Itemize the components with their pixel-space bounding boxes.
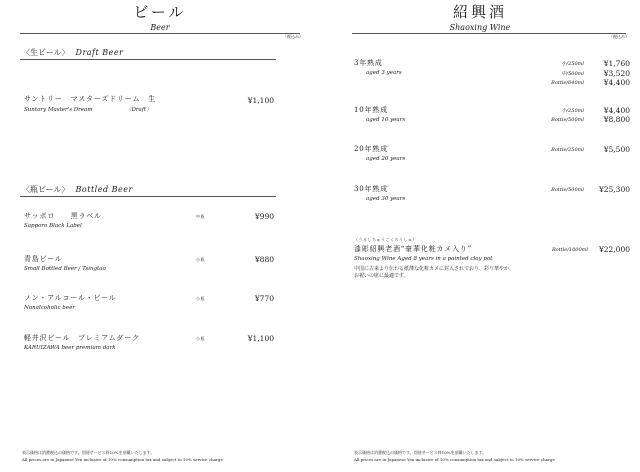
item-ruby: （うるしちゅうごくろうしゅ） <box>354 237 417 242</box>
draft-section-rule <box>20 59 276 60</box>
footer-en: All prices are in Japanese Yen inclusive of 10% consumption tax and subject to 10% service charge <box>22 457 223 462</box>
item-size: 小瓶 <box>196 257 205 262</box>
item-price: ¥25,300 <box>598 185 630 194</box>
item-price: ¥1,760 <box>603 59 630 68</box>
footer-jp: 表示価格は消費税込の価格です。別途サービス料10%を頂戴いたします。 <box>22 450 155 455</box>
item-name-jp: 20年熟成 <box>354 145 388 153</box>
shaoxing-subtitle: Shaoxing Wine <box>449 23 511 32</box>
item-price: ¥22,000 <box>598 245 630 254</box>
item-name-en: aged 10 years <box>366 117 406 123</box>
item-price: ¥770 <box>254 294 274 303</box>
item-name-jp: 30年熟成 <box>354 185 388 193</box>
shaoxing-page <box>320 0 640 472</box>
item-name-en: aged 30 years <box>366 196 406 202</box>
item-size: 小瓶 <box>196 296 205 301</box>
item-size: 小/250ml <box>561 108 584 114</box>
item-name-jp: 3年熟成 <box>354 59 383 67</box>
item-name-jp: サッポロ 黒ラベル <box>24 212 102 220</box>
item-name-en: KARUIZAWA beer premium dark <box>24 345 116 351</box>
item-size: 中瓶 <box>196 214 205 219</box>
item-name-en: Shaoxing Wine Aged 8 years in a painted clay pot <box>354 256 493 262</box>
item-name-jp: 青島ビール <box>24 255 63 263</box>
tax-note: （税込み） <box>283 34 303 39</box>
item-size: Bottle/1000ml <box>551 247 588 253</box>
draft-section-heading <box>22 49 123 57</box>
item-price: ¥880 <box>254 255 274 264</box>
footer-jp: 表示価格は消費税込の価格です。別途サービス料10%を頂戴いたします。 <box>354 450 487 455</box>
item-name-jp: 漆彫紹興老酒“豪華化粧カメ入り” <box>354 245 472 253</box>
bottled-section-en: Bottled Beer <box>75 185 133 194</box>
item-size: Bottle/500ml <box>551 187 584 193</box>
item-size: 中/500ml <box>561 71 584 77</box>
item-price: ¥990 <box>254 212 274 221</box>
footer-en: All prices are in Japanese Yen inclusive of 10% consumption tax and subject to 10% service charge <box>354 457 555 462</box>
item-name-jp: 10年熟成 <box>354 106 388 114</box>
item-price: ¥4,400 <box>603 106 630 115</box>
item-size: 小瓶 <box>196 336 205 341</box>
item-size: Bottle/500ml <box>551 117 584 123</box>
bottled-section-jp: 〈瓶ビール〉 <box>22 185 70 194</box>
item-name-en: Nonalcoholic beer <box>24 305 75 311</box>
title-rule <box>352 33 626 34</box>
beer-title: ビール <box>133 3 187 21</box>
item-price: ¥3,520 <box>603 69 630 78</box>
tax-note: （税込み） <box>609 34 629 39</box>
item-name-jp: ノン・アルコール・ビール <box>24 294 117 302</box>
item-price: ¥8,800 <box>603 115 630 124</box>
item-description: 中国に古来より伝わる紙薄な化粧カメに封入されており、彩り華やか。お祝いの席に最適です。 <box>354 266 515 280</box>
bottled-section-rule <box>20 196 276 197</box>
beer-subtitle: Beer <box>150 23 170 32</box>
item-note: 〈Draft〉 <box>126 107 152 113</box>
item-price: ¥1,100 <box>247 96 274 105</box>
item-name-en: Suntory Master's Dream <box>24 107 93 113</box>
item-price: ¥4,400 <box>603 78 630 87</box>
item-name-en: Sapporo Black Label <box>24 223 82 229</box>
item-size: Bottle/250ml <box>551 147 584 153</box>
item-size: Bottle/640ml <box>551 80 584 86</box>
title-rule <box>20 33 300 34</box>
draft-section-en: Draft Beer <box>75 48 124 57</box>
draft-section-jp: 〈生ビール〉 <box>22 48 70 57</box>
item-name-en: aged 3 years <box>366 70 402 76</box>
bottled-section-heading <box>22 186 133 194</box>
item-price: ¥1,100 <box>247 334 274 343</box>
item-name-jp: サントリー マスターズドリーム 生 <box>24 95 156 103</box>
item-price: ¥5,500 <box>603 145 630 154</box>
item-name-jp: 軽井沢ビール プレミアムダーク <box>24 334 140 342</box>
item-name-en: aged 20 years <box>366 156 406 162</box>
item-size: 小/250ml <box>561 61 584 67</box>
shaoxing-title: 紹興酒 <box>452 3 507 21</box>
item-name-en: Small Bottled Beer / Tsingtao <box>24 266 106 272</box>
